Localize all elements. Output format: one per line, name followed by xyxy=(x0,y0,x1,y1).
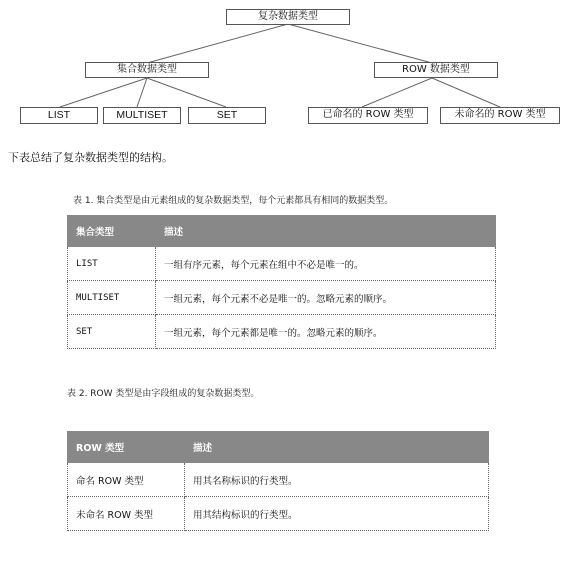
column-header: 集合类型 xyxy=(68,216,156,247)
table-row xyxy=(68,247,496,281)
row-type-box: ROW 数据类型 xyxy=(374,62,498,78)
table-cell: 用其名称标识的行类型。 xyxy=(185,463,489,497)
table-header-row xyxy=(68,432,489,463)
table-row xyxy=(68,281,496,315)
list-type-box: LIST xyxy=(20,107,98,124)
set-type-box: SET xyxy=(188,107,266,124)
table1-caption: 表 1. 集合类型是由元素组成的复杂数据类型，每个元素都具有相同的数据类型。 xyxy=(73,196,394,206)
table-cell: SET xyxy=(68,315,156,349)
table-cell: 一组元素，每个元素不必是唯一的。忽略元素的顺序。 xyxy=(156,281,496,315)
table-cell: 用其结构标识的行类型。 xyxy=(185,497,489,531)
table-cell: 命名 ROW 类型 xyxy=(68,463,185,497)
row-types-table xyxy=(67,431,489,531)
table-cell: 未命名 ROW 类型 xyxy=(68,497,185,531)
column-header: 描述 xyxy=(185,432,489,463)
unnamed-row-type-box: 未命名的 ROW 类型 xyxy=(440,107,560,124)
column-header: 描述 xyxy=(156,216,496,247)
named-row-type-box: 已命名的 ROW 类型 xyxy=(308,107,428,124)
table-header-row xyxy=(68,216,496,247)
collection-types-table xyxy=(67,215,496,349)
table-cell: MULTISET xyxy=(68,281,156,315)
table-row xyxy=(68,315,496,349)
table2-caption: 表 2. ROW 类型是由字段组成的复杂数据类型。 xyxy=(67,389,260,399)
intro-paragraph: 下表总结了复杂数据类型的结构。 xyxy=(8,151,173,164)
root-type-box: 复杂数据类型 xyxy=(226,9,350,25)
table-row xyxy=(68,497,489,531)
table-cell: LIST xyxy=(68,247,156,281)
collection-type-box: 集合数据类型 xyxy=(85,62,209,78)
column-header: ROW 类型 xyxy=(68,432,185,463)
table-cell: 一组元素，每个元素都是唯一的。忽略元素的顺序。 xyxy=(156,315,496,349)
table-cell: 一组有序元素，每个元素在组中不必是唯一的。 xyxy=(156,247,496,281)
multiset-type-box: MULTISET xyxy=(103,107,181,124)
table-row xyxy=(68,463,489,497)
